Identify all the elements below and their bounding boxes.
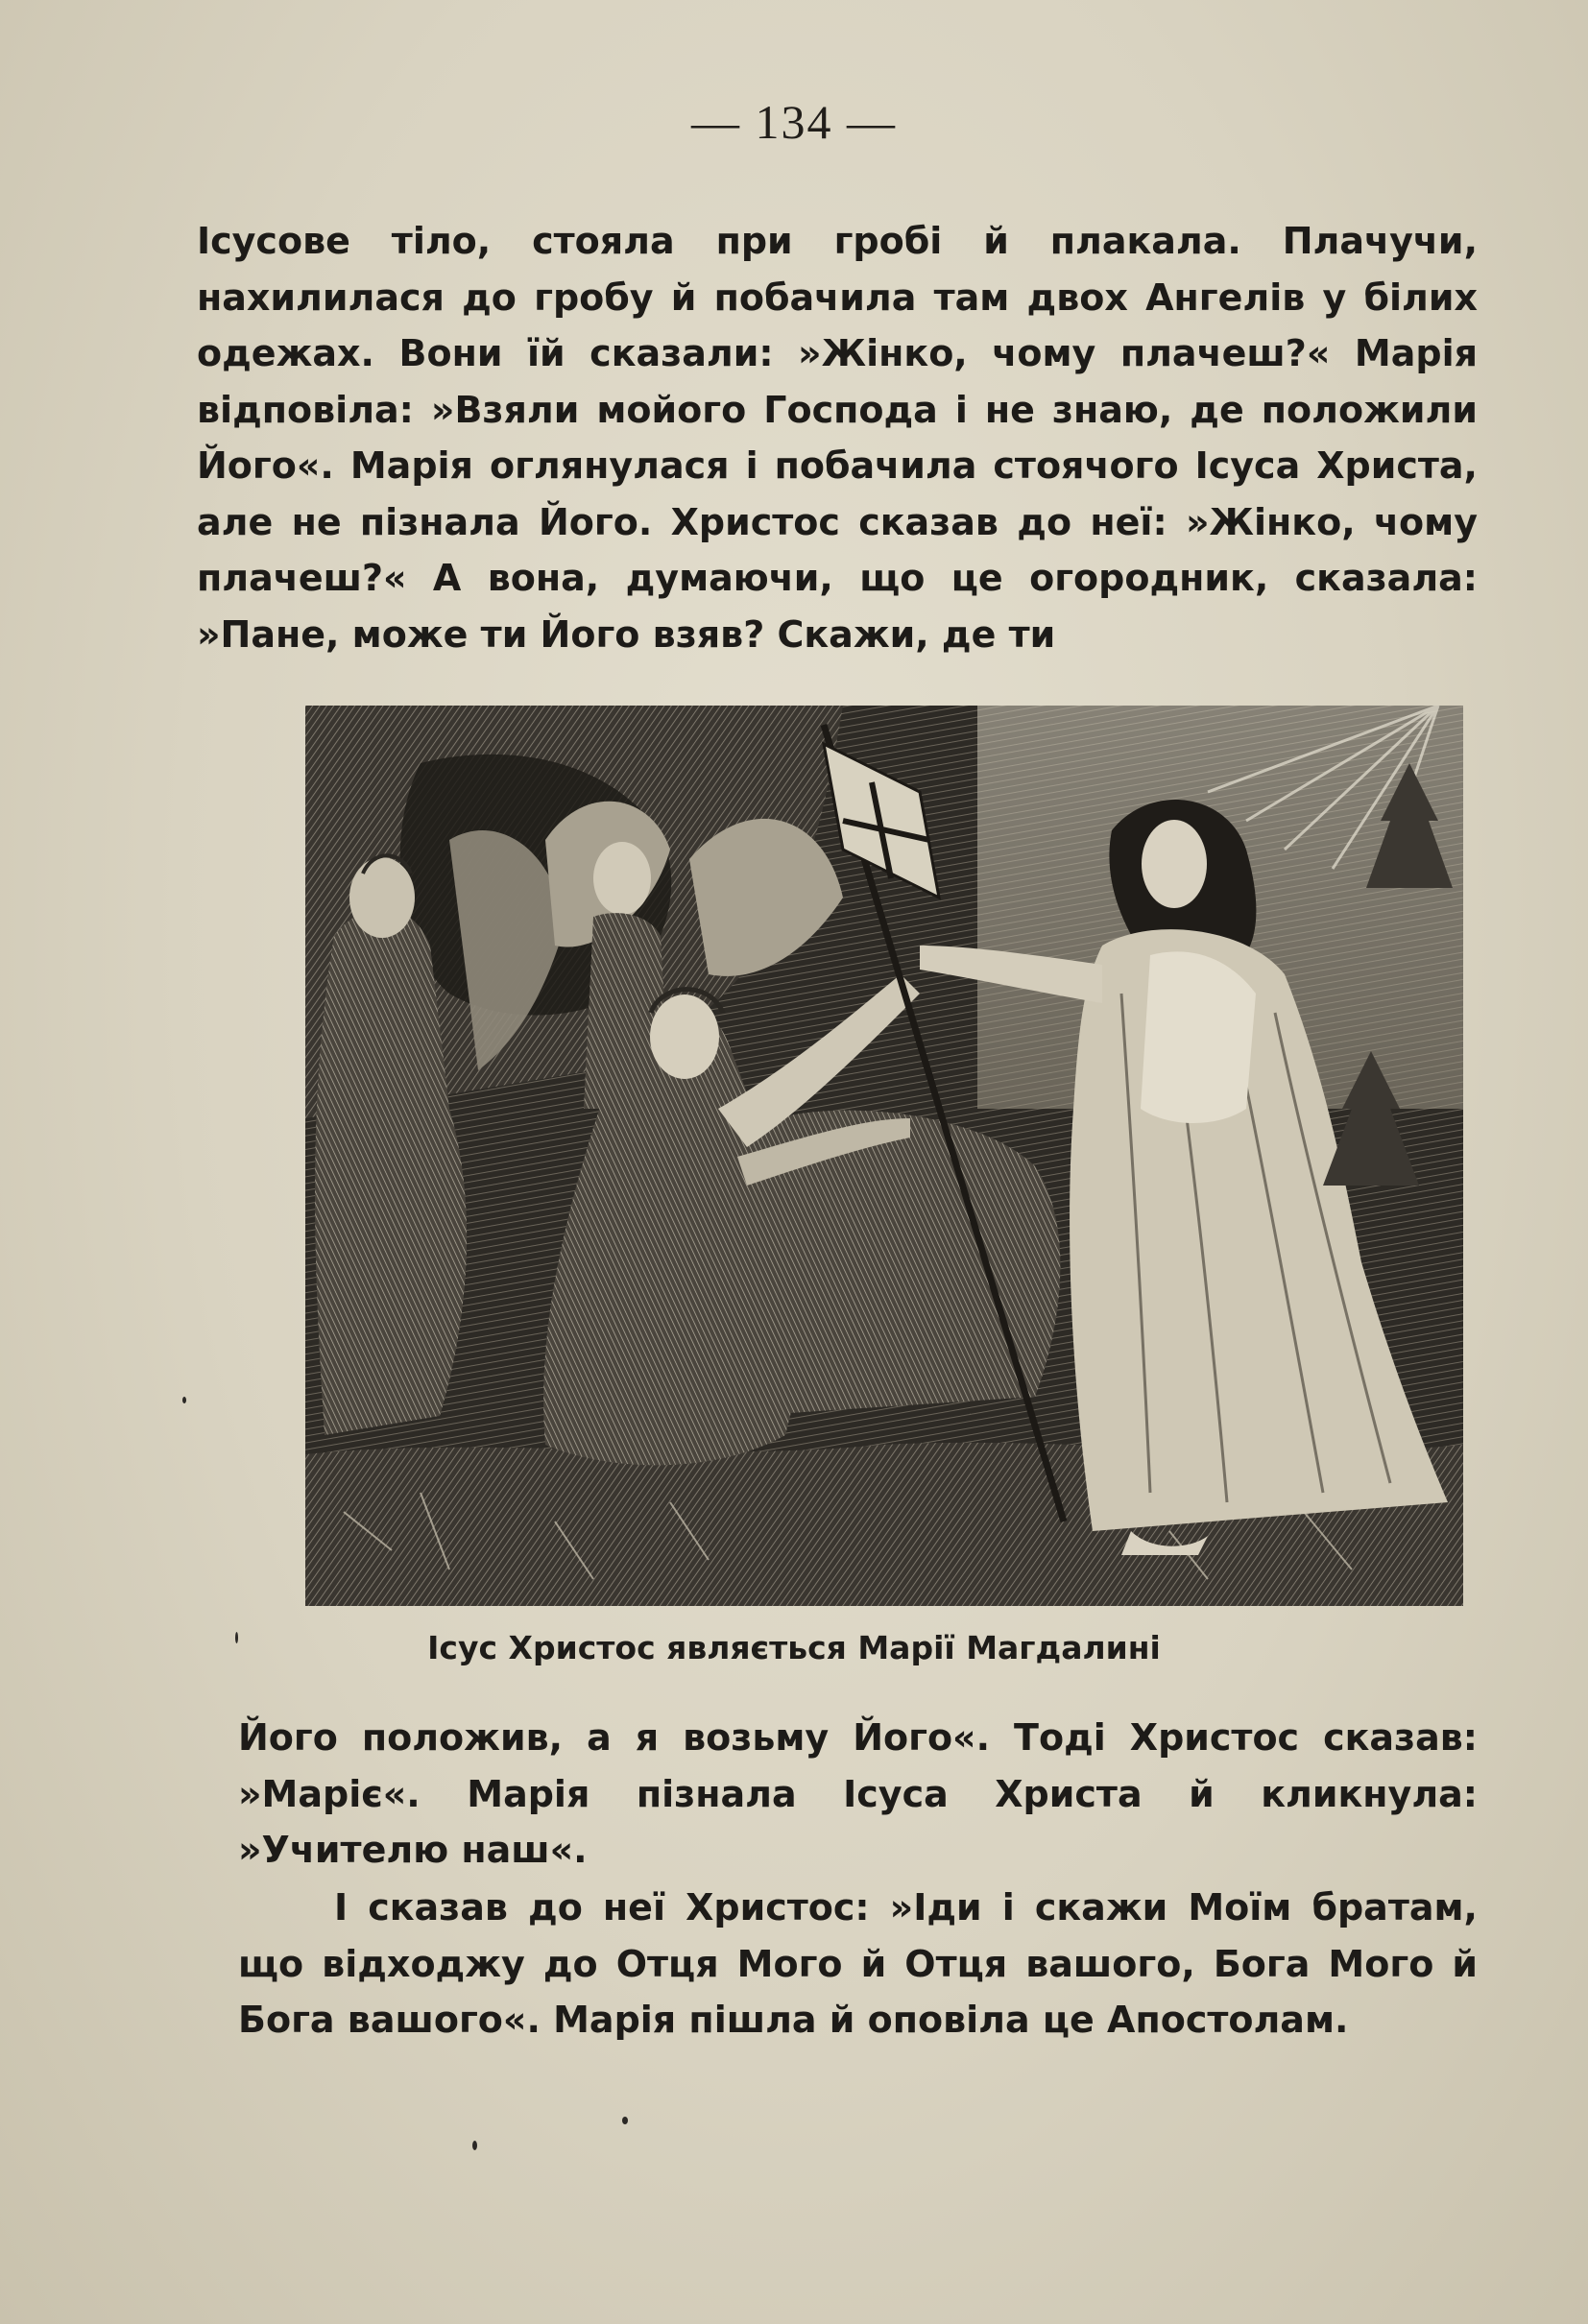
ink-speck xyxy=(622,2117,628,2124)
paragraph-middle: Його положив, а я возьму Його«. Тоді Христос сказав: »Маріє«. Марія пізнала Ісуса Христа й кликнула: »Учителю наш«. xyxy=(238,1716,1478,1871)
page-number: — 134 — xyxy=(691,95,897,149)
paragraph-top: Ісусове тіло, стояла при гробі й плакала. Плачучи, нахилилася до гробу й побачила там двох Ангелів у білих одежах. Вони їй сказали: »Жінко, чому плачеш?« Марія відповіла: »Взяли мойого Господа і не знаю, де положили Його«. Марія оглянулася і побачила стоячого Ісуса Христа, але не пізнала Його. Христос сказав до неї: »Жінко, чому плачеш?« А вона, думаючи, що це огородник, сказала: »Пане, може ти Його взяв? Скажи, де ти xyxy=(197,220,1478,656)
paragraph-bottom: І сказав до неї Христос: »Іди і скажи Моїм братам, що відходжу до Отця Мого й Отця вашого, Бога Мого й Бога вашого«. Марія пішла й оповіла це Апостолам. xyxy=(238,1886,1478,2041)
ink-speck xyxy=(235,1632,238,1643)
illustration-caption: Ісус Христос являється Марії Магдалині xyxy=(427,1629,1161,1666)
ink-speck xyxy=(182,1397,186,1403)
engraving-drawing xyxy=(305,706,1463,1606)
engraving-illustration xyxy=(305,706,1463,1606)
ink-speck xyxy=(472,2141,477,2150)
